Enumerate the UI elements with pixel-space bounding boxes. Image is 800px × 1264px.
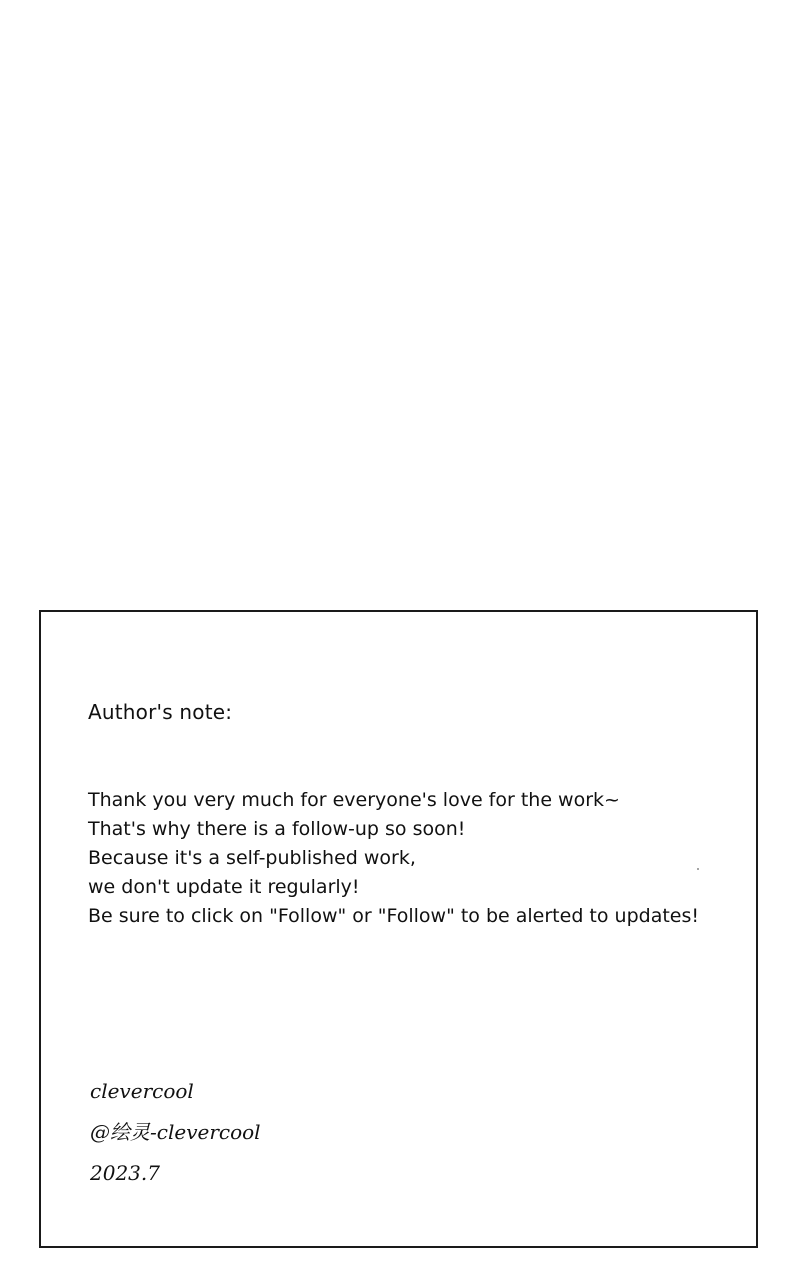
note-line: Thank you very much for everyone's love for the work~ [88,789,620,811]
note-body [88,786,758,931]
note-line: That's why there is a follow-up so soon! [88,818,466,840]
author-handle: @绘灵-clevercool [90,1120,261,1144]
note-line: Because it's a self-published work, [88,847,416,869]
note-line: we don't update it regularly! [88,876,360,898]
note-line: Be sure to click on "Follow" or "Follow" to be alerted to updates! [88,905,699,927]
note-heading: Author's note: [88,700,233,724]
decorative-speck [697,868,699,870]
author-name: clevercool [90,1079,194,1103]
author-note-box [39,610,758,1248]
note-date: 2023.7 [90,1161,160,1185]
signature-block [90,1071,261,1194]
